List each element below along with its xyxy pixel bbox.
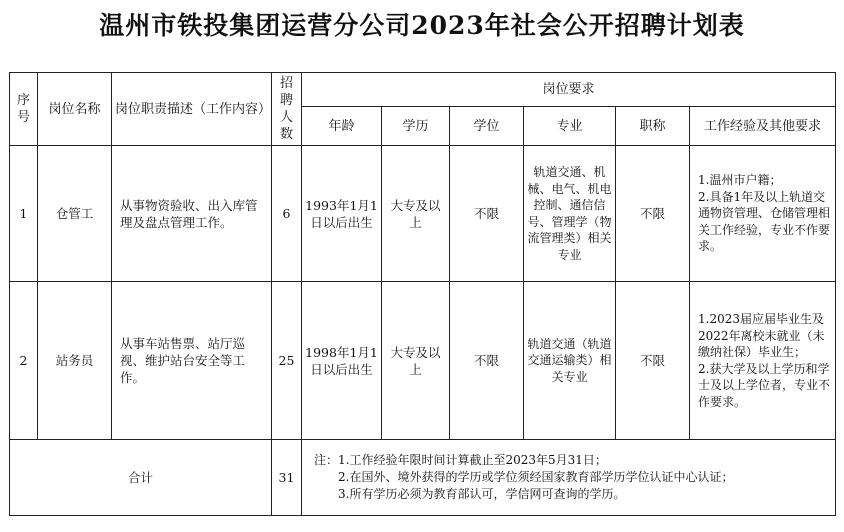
total-count: 31 [272,440,302,516]
row-duties: 从事物资验收、出入库管理及盘点管理工作。 [112,146,272,282]
row-experience [690,146,836,282]
note-item: 3.所有学历必须为教育部认可，学信网可查询的学历。 [338,487,626,501]
total-row [10,440,836,516]
table-row [10,146,836,282]
row-degree: 不限 [450,146,524,282]
header-count: 招聘人数 [272,73,302,146]
row-title: 不限 [616,282,690,440]
header-seq: 序号 [10,73,38,146]
row-post: 仓管工 [38,146,112,282]
row-seq: 2 [10,282,38,440]
row-education: 大专及以上 [382,282,450,440]
row-title: 不限 [616,146,690,282]
header-experience: 工作经验及其他要求 [690,107,836,146]
row-experience [690,282,836,440]
row-age: 1993年1月1日以后出生 [302,146,382,282]
header-row [10,73,836,107]
row-major: 轨道交通、机械、电气、机电控制、通信信号、管理学（物流管理类）相关专业 [524,146,616,282]
note-item: 注：1.工作经验年限时间计算截止至2023年5月31日； [314,453,607,467]
notes [302,440,836,516]
experience-item: 1.温州市户籍； [698,173,782,188]
header-major: 专业 [524,107,616,146]
row-degree: 不限 [450,282,524,440]
experience-item: 2.获大学及以上学历和学士及以上学位者，专业不作要求。 [698,361,831,409]
header-duties: 岗位职责描述（工作内容） [112,73,272,146]
header-degree: 学位 [450,107,524,146]
row-count: 6 [272,146,302,282]
table-row [10,282,836,440]
header-requirements: 岗位要求 [302,73,836,107]
experience-item: 1.2023届应届毕业生及2022年离校未就业（未缴纳社保）毕业生； [698,312,825,359]
row-major: 轨道交通（轨道交通运输类）相关专业 [524,282,616,440]
page-title: 温州市铁投集团运营分公司2023年社会公开招聘计划表 [99,11,745,40]
recruitment-plan-table [9,72,836,516]
header-education: 学历 [382,107,450,146]
total-label: 合计 [10,440,272,516]
row-education: 大专及以上 [382,146,450,282]
header-post-name: 岗位名称 [38,73,112,146]
row-age: 1998年1月1日以后出生 [302,282,382,440]
header-title: 职称 [616,107,690,146]
experience-item: 2.具备1年及以上轨道交通物资管理、仓储管理相关工作经验，专业不作要求。 [698,189,831,254]
row-seq: 1 [10,146,38,282]
row-duties: 从事车站售票、站厅巡视、维护站台安全等工作。 [112,282,272,440]
note-item: 2.在国外、境外获得的学历或学位须经国家教育部学历学位认证中心认证； [338,470,734,484]
row-post: 站务员 [38,282,112,440]
row-count: 25 [272,282,302,440]
header-age: 年龄 [302,107,382,146]
